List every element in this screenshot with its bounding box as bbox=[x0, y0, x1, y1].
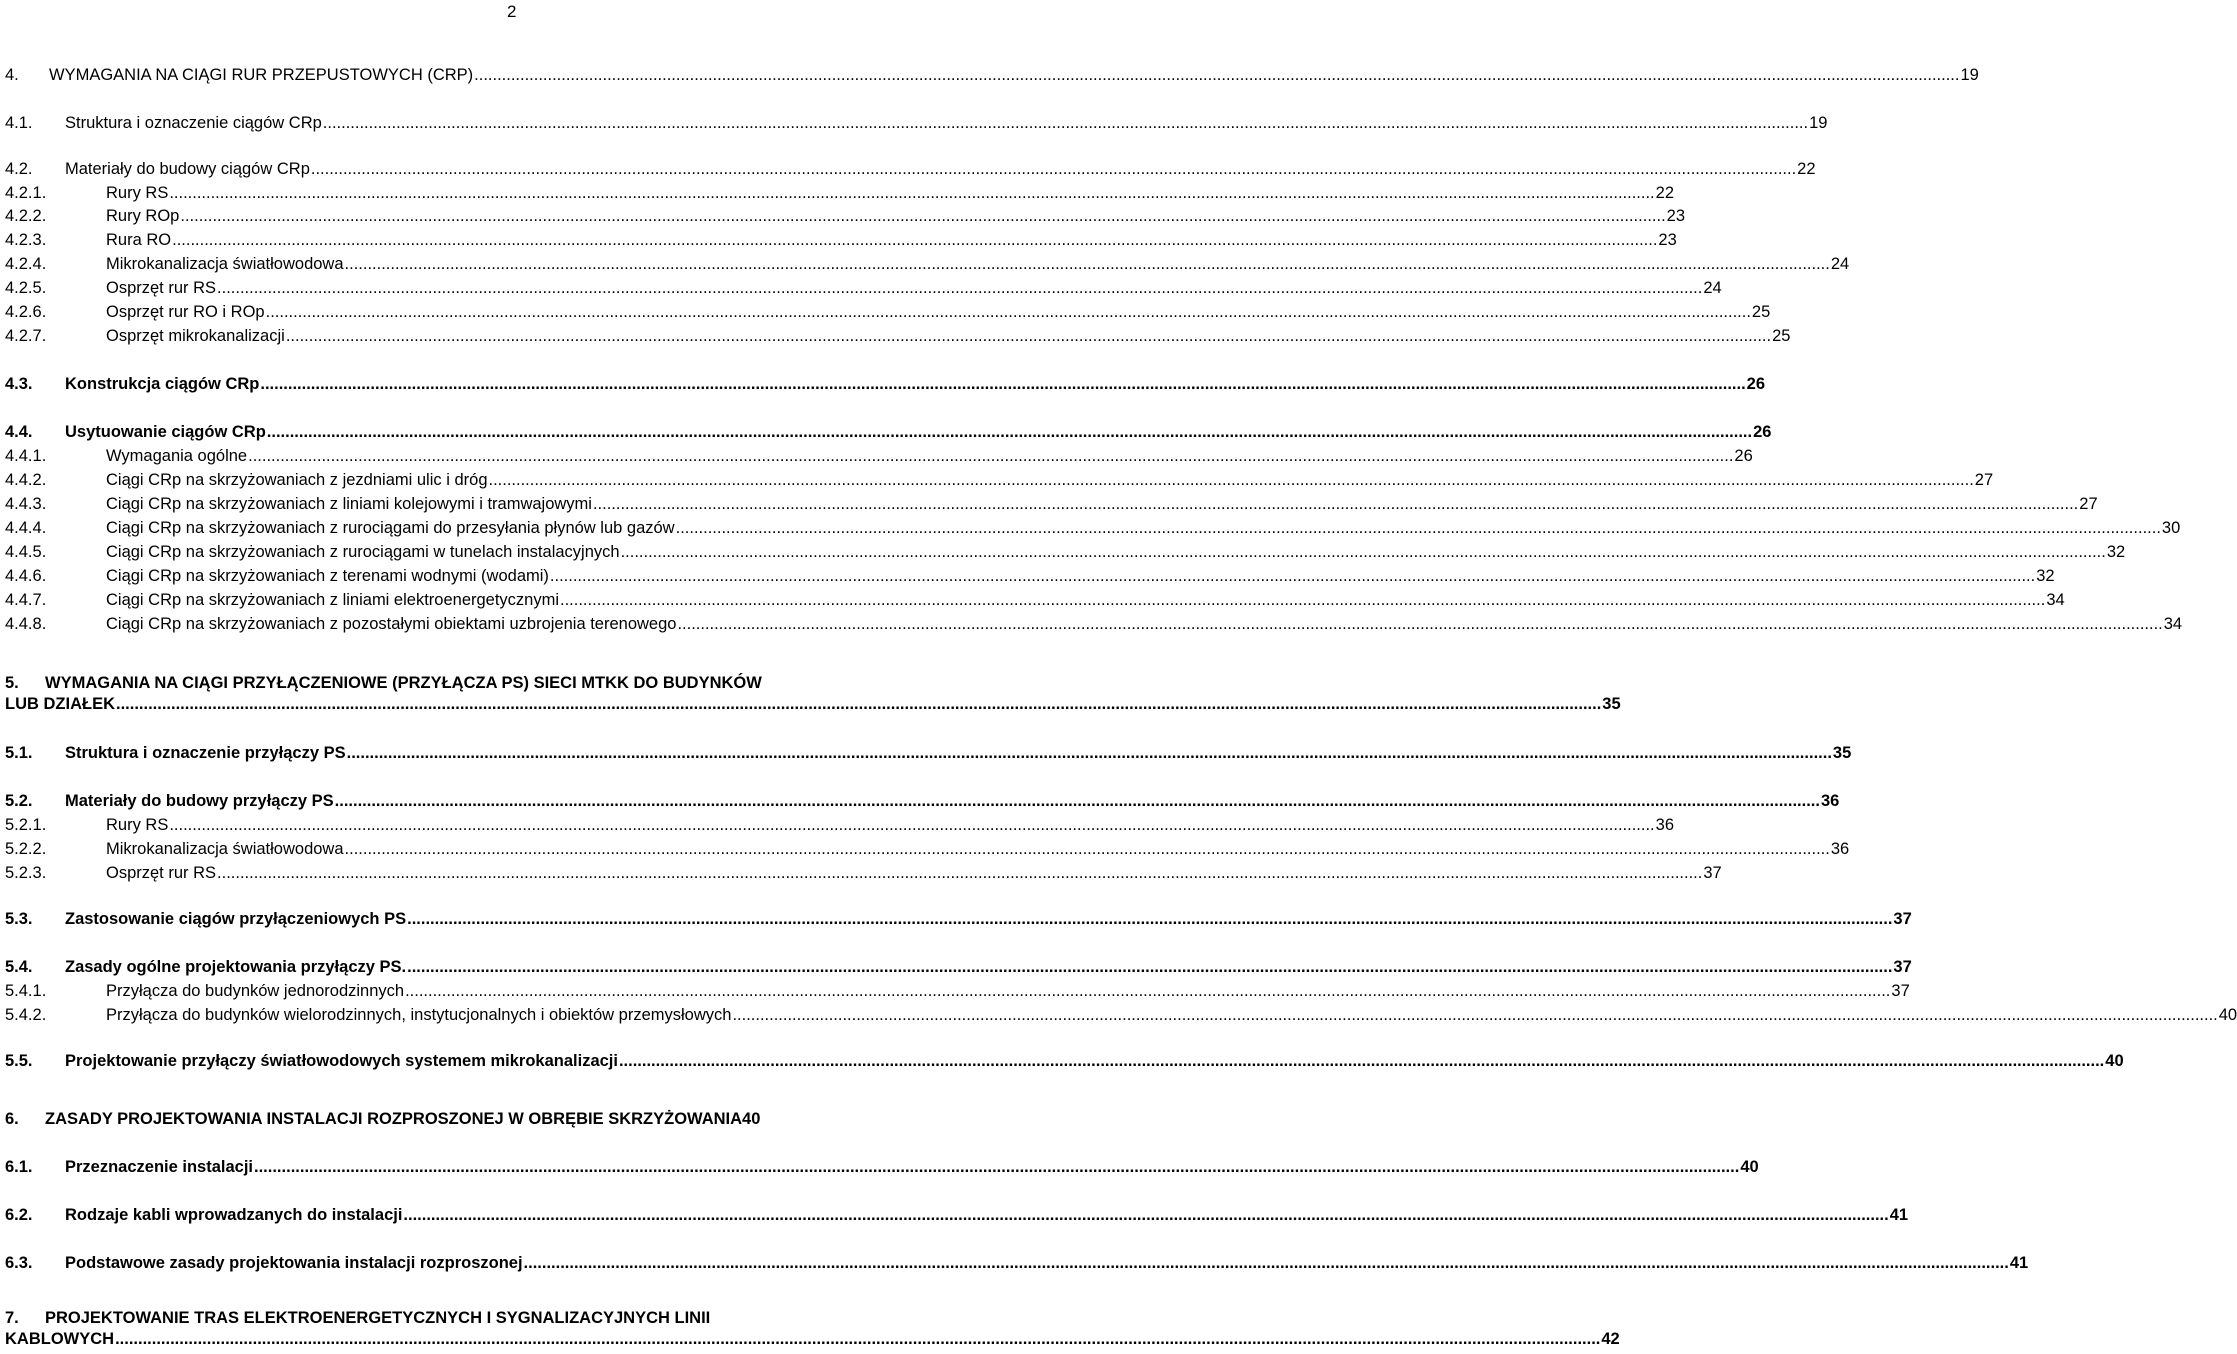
toc-title: Osprzęt mikrokanalizacji bbox=[106, 327, 285, 345]
toc-entry-5-4-2[interactable] bbox=[5, 1006, 2237, 1025]
toc-entry-6-1[interactable] bbox=[5, 1158, 1759, 1177]
toc-leader-dots bbox=[248, 447, 1733, 466]
toc-number: 4.2.1. bbox=[5, 184, 47, 202]
toc-title-continued: KABLOWYCH bbox=[5, 1330, 115, 1348]
toc-leader-dots bbox=[676, 519, 2161, 538]
toc-title: Usytuowanie ciągów CRp bbox=[65, 423, 266, 441]
toc-leader-dots bbox=[405, 982, 1890, 1001]
toc-entry-4-4-1[interactable] bbox=[5, 447, 1753, 466]
toc-title: ZASADY PROJEKTOWANIA INSTALACJI ROZPROSZONEJ W OBRĘBIE SKRZYŻOWANIA bbox=[45, 1110, 743, 1128]
toc-number: 5.4.1. bbox=[5, 982, 47, 1000]
toc-entry-5-5[interactable] bbox=[5, 1052, 2124, 1071]
toc-entry-5[interactable] bbox=[5, 674, 1621, 714]
toc-leader-dots bbox=[345, 840, 1830, 859]
toc-leader-dots bbox=[323, 114, 1808, 133]
toc-number: 6. bbox=[5, 1110, 19, 1128]
toc-title: Struktura i oznaczenie przyłączy PS bbox=[65, 744, 346, 762]
toc-page-number: 19 bbox=[1809, 114, 1828, 132]
toc-entry-5-4[interactable] bbox=[5, 958, 1912, 977]
toc-page-number: 37 bbox=[1891, 982, 1910, 1000]
toc-entry-7[interactable] bbox=[5, 1309, 1620, 1349]
toc-title: Ciągi CRp na skrzyżowaniach z liniami kolejowymi i tramwajowymi bbox=[106, 495, 592, 513]
toc-leader-dots bbox=[286, 327, 1771, 346]
toc-entry-5-1[interactable] bbox=[5, 744, 1852, 763]
toc-number: 5. bbox=[5, 674, 19, 692]
toc-number: 4.4.4. bbox=[5, 519, 47, 537]
toc-title: Przyłącza do budynków jednorodzinnych bbox=[106, 982, 405, 1000]
toc-page-number: 41 bbox=[2009, 1254, 2029, 1272]
toc-number: 4.4.7. bbox=[5, 591, 47, 609]
toc-page-number: 37 bbox=[1893, 958, 1912, 976]
toc-entry-4-4-3[interactable] bbox=[5, 495, 2098, 514]
toc-number: 4.4.2. bbox=[5, 471, 47, 489]
toc-number: 4.2. bbox=[5, 160, 33, 178]
toc-title: PROJEKTOWANIE TRAS ELEKTROENERGETYCZNYCH I SYGNALIZACYJNYCH LINII bbox=[45, 1309, 711, 1327]
toc-page-number: 26 bbox=[1734, 447, 1753, 465]
toc-title: Ciągi CRp na skrzyżowaniach z jezdniami ulic i dróg bbox=[106, 471, 488, 489]
toc-title: Osprzęt rur RO i ROp bbox=[106, 303, 265, 321]
toc-number: 4.2.6. bbox=[5, 303, 47, 321]
toc-page-number: 27 bbox=[2079, 495, 2098, 513]
toc-number: 4.2.3. bbox=[5, 231, 47, 249]
toc-page-number: 26 bbox=[1746, 375, 1766, 393]
toc-title: Materiały do budowy ciągów CRp bbox=[65, 160, 310, 178]
toc-page-number: 32 bbox=[2106, 543, 2126, 561]
toc-page-number: 30 bbox=[2161, 519, 2181, 537]
toc-page-number: 40 bbox=[2218, 1006, 2237, 1024]
toc-number: 5.2.1. bbox=[5, 816, 47, 834]
toc-title: Ciągi CRp na skrzyżowaniach z terenami wodnymi (wodami) bbox=[106, 567, 549, 585]
toc-page-number: 36 bbox=[1830, 840, 1850, 858]
toc-entry-4-4-6[interactable] bbox=[5, 567, 2055, 586]
toc-page-number: 37 bbox=[1703, 864, 1722, 882]
toc-number: 4.1. bbox=[5, 114, 33, 132]
toc-entry-4-4-5[interactable] bbox=[5, 543, 2126, 562]
toc-leader-dots bbox=[677, 615, 2162, 634]
toc-leader-dots bbox=[593, 495, 2078, 514]
toc-number: 4.4.5. bbox=[5, 543, 47, 561]
toc-number: 4.3. bbox=[5, 375, 33, 393]
toc-leader-dots bbox=[217, 279, 1702, 298]
toc-entry-5-3[interactable] bbox=[5, 910, 1912, 929]
toc-leader-dots bbox=[550, 567, 2035, 586]
toc-page-number: 27 bbox=[1974, 471, 1994, 489]
toc-title: WYMAGANIA NA CIĄGI PRZYŁĄCZENIOWE (PRZYŁĄCZA PS) SIECI MTKK DO BUDYNKÓW bbox=[45, 674, 762, 692]
page-number: 2 bbox=[507, 2, 517, 21]
toc-entry-4-2[interactable] bbox=[5, 160, 1816, 179]
toc-entry-5-2-2[interactable] bbox=[5, 840, 1850, 859]
toc-leader-dots bbox=[260, 375, 1745, 394]
toc-entry-4-4[interactable] bbox=[5, 423, 1772, 442]
toc-title-continued: LUB DZIAŁEK bbox=[5, 695, 115, 713]
toc-page-number: 19 bbox=[1960, 66, 1979, 84]
toc-number: 4.2.7. bbox=[5, 327, 47, 345]
toc-leader-dots bbox=[217, 864, 1702, 883]
toc-leader-dots bbox=[267, 423, 1752, 442]
toc-number: 6.3. bbox=[5, 1254, 33, 1272]
toc-leader-dots bbox=[254, 1158, 1739, 1177]
toc-page-number: 34 bbox=[2046, 591, 2065, 609]
toc-number: 4.4.3. bbox=[5, 495, 47, 513]
toc-number: 5.3. bbox=[5, 910, 33, 928]
toc-leader-dots bbox=[115, 1330, 1600, 1349]
toc-title: Ciągi CRp na skrzyżowaniach z rurociągami do przesyłania płynów lub gazów bbox=[106, 519, 675, 537]
toc-entry-4-4-8[interactable] bbox=[5, 615, 2183, 634]
toc-entry-4-2-3[interactable] bbox=[5, 231, 1677, 250]
toc-entry-4-3[interactable] bbox=[5, 375, 1766, 394]
toc-title: Mikrokanalizacja światłowodowa bbox=[106, 255, 344, 273]
toc-entry-4-2-7[interactable] bbox=[5, 327, 1791, 346]
toc-entry-6-3[interactable] bbox=[5, 1254, 2029, 1273]
toc-page-number: 37 bbox=[1893, 910, 1912, 928]
toc-title: Przeznaczenie instalacji bbox=[65, 1158, 254, 1176]
toc-entry-5-2-1[interactable] bbox=[5, 816, 1674, 835]
toc-title: Zasady ogólne projektowania przyłączy PS. bbox=[65, 958, 407, 976]
toc-number: 5.5. bbox=[5, 1052, 33, 1070]
toc-title: Materiały do budowy przyłączy PS bbox=[65, 792, 334, 810]
toc-leader-dots bbox=[407, 958, 1892, 977]
toc-number: 6.1. bbox=[5, 1158, 33, 1176]
toc-entry-6[interactable] bbox=[5, 1110, 956, 1129]
toc-entry-5-4-1[interactable] bbox=[5, 982, 1910, 1001]
toc-leader-dots bbox=[403, 1206, 1888, 1225]
toc-page-number: 25 bbox=[1751, 303, 1771, 321]
toc-title: Konstrukcja ciągów CRp bbox=[65, 375, 260, 393]
toc-number: 5.1. bbox=[5, 744, 33, 762]
toc-title: Struktura i oznaczenie ciągów CRp bbox=[65, 114, 322, 132]
toc-leader-dots bbox=[524, 1254, 2009, 1273]
toc-leader-dots bbox=[169, 184, 1654, 203]
toc-page-number: 25 bbox=[1772, 327, 1791, 345]
toc-title: Rury RS bbox=[106, 184, 169, 202]
toc-number: 4.2.2. bbox=[5, 207, 47, 225]
toc-title: Ciągi CRp na skrzyżowaniach z rurociągami w tunelach instalacyjnych bbox=[106, 543, 620, 561]
toc-leader-dots bbox=[347, 744, 1832, 763]
toc-page-number: 40 bbox=[2105, 1052, 2124, 1070]
toc-leader-dots bbox=[560, 591, 2045, 610]
toc-page-number: 40 bbox=[1740, 1158, 1759, 1176]
toc-title: Rura RO bbox=[106, 231, 172, 249]
toc-title: Przyłącza do budynków wielorodzinnych, instytucjonalnych i obiektów przemysłowych bbox=[106, 1006, 732, 1024]
toc-title: Osprzęt rur RS bbox=[106, 864, 217, 882]
toc-number: 5.2.3. bbox=[5, 864, 47, 882]
toc-leader-dots bbox=[474, 66, 1959, 85]
toc-title: Osprzęt rur RS bbox=[106, 279, 217, 297]
toc-leader-dots bbox=[489, 471, 1974, 490]
toc-title: Rodzaje kabli wprowadzanych do instalacji bbox=[65, 1206, 403, 1224]
toc-leader-dots bbox=[335, 792, 1820, 811]
toc-page-number: 40 bbox=[742, 1110, 761, 1128]
toc-leader-dots bbox=[732, 1006, 2217, 1025]
toc-page-number: 22 bbox=[1797, 160, 1816, 178]
toc-number: 4.4.1. bbox=[5, 447, 47, 465]
toc-leader-dots bbox=[266, 303, 1751, 322]
toc-page-number: 36 bbox=[1820, 792, 1840, 810]
toc-number: 4.2.4. bbox=[5, 255, 47, 273]
toc-page-number: 41 bbox=[1889, 1206, 1909, 1224]
toc-entry-4[interactable] bbox=[5, 66, 1979, 85]
toc-title: Rury ROp bbox=[106, 207, 180, 225]
toc-title: Ciągi CRp na skrzyżowaniach z pozostałymi obiektami uzbrojenia terenowego bbox=[106, 615, 677, 633]
toc-page-number: 34 bbox=[2163, 615, 2183, 633]
toc-page-number: 32 bbox=[2036, 567, 2055, 585]
toc-entry-4-4-7[interactable] bbox=[5, 591, 2065, 610]
toc-entry-4-4-2[interactable] bbox=[5, 471, 1994, 490]
toc-title: Ciągi CRp na skrzyżowaniach z liniami elektroenergetycznymi bbox=[106, 591, 560, 609]
toc-page-number: 22 bbox=[1655, 184, 1674, 202]
toc-page-number: 35 bbox=[1602, 695, 1621, 713]
toc-leader-dots bbox=[169, 816, 1654, 835]
toc-title: Projektowanie przyłączy światłowodowych systemem mikrokanalizacji bbox=[65, 1052, 618, 1070]
toc-number: 5.2.2. bbox=[5, 840, 47, 858]
toc-number: 5.2. bbox=[5, 792, 33, 810]
toc-title: WYMAGANIA NA CIĄGI RUR PRZEPUSTOWYCH (CRP) bbox=[49, 66, 474, 84]
toc-page-number: 23 bbox=[1666, 207, 1686, 225]
toc-number: 7. bbox=[5, 1309, 19, 1327]
toc-entry-4-4-4[interactable] bbox=[5, 519, 2181, 538]
toc-entry-4-2-4[interactable] bbox=[5, 255, 1850, 274]
toc-leader-dots bbox=[180, 207, 1665, 226]
toc-number: 4.4. bbox=[5, 423, 33, 441]
toc-title: Podstawowe zasady projektowania instalacji rozproszonej bbox=[65, 1254, 523, 1272]
toc-number: 4. bbox=[5, 66, 19, 84]
toc-entry-4-1[interactable] bbox=[5, 114, 1828, 133]
toc-page-number: 35 bbox=[1832, 744, 1852, 762]
toc-page-number: 24 bbox=[1830, 255, 1850, 273]
toc-number: 6.2. bbox=[5, 1206, 33, 1224]
toc-number: 5.4.2. bbox=[5, 1006, 47, 1024]
toc-page-number: 24 bbox=[1703, 279, 1722, 297]
toc-title: Mikrokanalizacja światłowodowa bbox=[106, 840, 344, 858]
toc-leader-dots bbox=[311, 160, 1796, 179]
toc-entry-4-2-6[interactable] bbox=[5, 303, 1771, 322]
toc-leader-dots bbox=[116, 695, 1601, 714]
toc-number: 4.2.5. bbox=[5, 279, 47, 297]
toc-entry-5-2-3[interactable] bbox=[5, 864, 1722, 883]
toc-entry-4-2-2[interactable] bbox=[5, 207, 1686, 226]
toc-leader-dots bbox=[619, 1052, 2104, 1071]
toc-title: Zastosowanie ciągów przyłączeniowych PS bbox=[65, 910, 407, 928]
toc-entry-6-2[interactable] bbox=[5, 1206, 1909, 1225]
toc-leader-dots bbox=[345, 255, 1830, 274]
toc-page-number: 42 bbox=[1601, 1330, 1620, 1348]
toc-entry-4-2-5[interactable] bbox=[5, 279, 1722, 298]
toc-page-number: 36 bbox=[1655, 816, 1674, 834]
toc-number: 4.4.8. bbox=[5, 615, 47, 633]
toc-leader-dots bbox=[407, 910, 1892, 929]
toc-entry-4-2-1[interactable] bbox=[5, 184, 1674, 203]
toc-number: 5.4. bbox=[5, 958, 33, 976]
toc-page-number: 26 bbox=[1753, 423, 1772, 441]
toc-page-number: 23 bbox=[1658, 231, 1677, 249]
toc-entry-5-2[interactable] bbox=[5, 792, 1840, 811]
toc-number: 4.4.6. bbox=[5, 567, 47, 585]
toc-leader-dots bbox=[621, 543, 2106, 562]
toc-title: Wymagania ogólne bbox=[106, 447, 248, 465]
toc-leader-dots bbox=[172, 231, 1657, 250]
toc-title: Rury RS bbox=[106, 816, 169, 834]
